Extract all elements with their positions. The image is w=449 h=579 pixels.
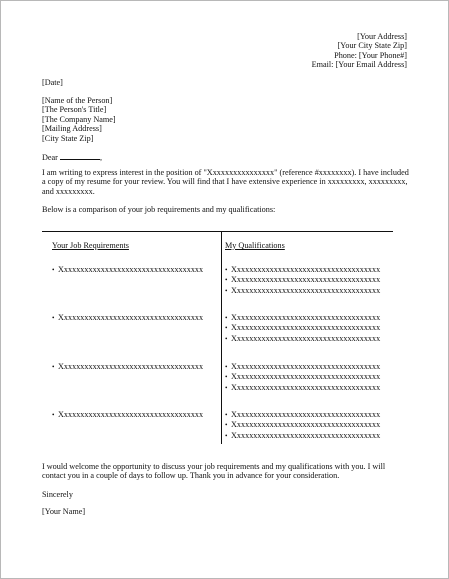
bullet-icon: • bbox=[225, 431, 228, 440]
signature-name: [Your Name] bbox=[42, 507, 86, 516]
bullet-icon: • bbox=[225, 383, 228, 392]
salutation-prefix: Dear bbox=[42, 153, 58, 162]
salutation-blank-line bbox=[60, 152, 103, 162]
comparison-table bbox=[42, 231, 393, 444]
qualification-item: • Xxxxxxxxxxxxxxxxxxxxxxxxxxxxxxxxxxxx bbox=[225, 285, 381, 295]
sender-block bbox=[312, 32, 407, 70]
requirement-item: • Xxxxxxxxxxxxxxxxxxxxxxxxxxxxxxxxxxx bbox=[52, 313, 204, 322]
requirement-item: • Xxxxxxxxxxxxxxxxxxxxxxxxxxxxxxxxxxx bbox=[52, 410, 204, 419]
table-top-rule bbox=[42, 231, 393, 232]
qualification-item: • Xxxxxxxxxxxxxxxxxxxxxxxxxxxxxxxxxxxx bbox=[225, 382, 381, 392]
intro-paragraph: I am writing to express interest in the position of "Xxxxxxxxxxxxxxxx" (reference #xxxxxxxx). I have included a copy of my resume for your review. You will find that I have extensive experience in xxxxxxxxx, xxxxxxxxx, and xxxxxxxxx. bbox=[42, 168, 409, 196]
requirement-item: • Xxxxxxxxxxxxxxxxxxxxxxxxxxxxxxxxxxx bbox=[52, 362, 204, 371]
qualification-item: • Xxxxxxxxxxxxxxxxxxxxxxxxxxxxxxxxxxxx bbox=[225, 410, 381, 419]
bullet-icon: • bbox=[225, 314, 228, 322]
recipient-name: [Name of the Person] bbox=[42, 96, 113, 105]
qualification-item: • Xxxxxxxxxxxxxxxxxxxxxxxxxxxxxxxxxxxx bbox=[225, 313, 381, 322]
bullet-icon: • bbox=[225, 334, 228, 343]
bullet-icon: • bbox=[52, 411, 55, 419]
qualifications-header: My Qualifications bbox=[225, 241, 285, 250]
bullet-icon: • bbox=[52, 314, 55, 322]
qualification-item: • Xxxxxxxxxxxxxxxxxxxxxxxxxxxxxxxxxxxx bbox=[225, 420, 381, 430]
bullet-icon: • bbox=[52, 266, 55, 274]
requirement-item: • Xxxxxxxxxxxxxxxxxxxxxxxxxxxxxxxxxxx bbox=[52, 265, 204, 274]
bullet-icon: • bbox=[52, 363, 55, 371]
bullet-icon: • bbox=[225, 324, 228, 333]
qualification-group bbox=[225, 410, 380, 441]
comparison-intro: Below is a comparison of your job requirements and my qualifications: bbox=[42, 205, 276, 214]
qualification-group bbox=[225, 265, 380, 296]
qualification-item: • Xxxxxxxxxxxxxxxxxxxxxxxxxxxxxxxxxxxx bbox=[225, 372, 381, 382]
bullet-icon: • bbox=[225, 266, 228, 274]
salutation bbox=[42, 152, 102, 162]
table-divider bbox=[221, 231, 222, 444]
sender-city-state-zip: [Your City State Zip] bbox=[337, 41, 407, 51]
bullet-icon: • bbox=[225, 373, 228, 382]
sender-phone: Phone: [Your Phone#] bbox=[334, 50, 407, 60]
bullet-icon: • bbox=[225, 411, 228, 419]
sender-address: [Your Address] bbox=[357, 32, 407, 41]
recipient-city-state-zip: [City State Zip] bbox=[42, 133, 94, 143]
bullet-icon: • bbox=[225, 276, 228, 285]
qualification-item: • Xxxxxxxxxxxxxxxxxxxxxxxxxxxxxxxxxxxx bbox=[225, 323, 381, 333]
qualification-group bbox=[225, 313, 380, 344]
salutation-suffix: , bbox=[99, 153, 103, 162]
qualification-item: • Xxxxxxxxxxxxxxxxxxxxxxxxxxxxxxxxxxxx bbox=[225, 362, 381, 371]
qualification-item: • Xxxxxxxxxxxxxxxxxxxxxxxxxxxxxxxxxxxx bbox=[225, 265, 381, 274]
bullet-icon: • bbox=[225, 286, 228, 295]
qualification-item: • Xxxxxxxxxxxxxxxxxxxxxxxxxxxxxxxxxxxx bbox=[225, 275, 381, 285]
recipient-address: [Mailing Address] bbox=[42, 124, 102, 134]
bullet-icon: • bbox=[225, 363, 228, 371]
qualification-item: • Xxxxxxxxxxxxxxxxxxxxxxxxxxxxxxxxxxxx bbox=[225, 430, 381, 440]
recipient-title: [The Person's Title] bbox=[42, 105, 107, 115]
qualification-group bbox=[225, 362, 380, 393]
requirements-header: Your Job Requirements bbox=[52, 241, 129, 250]
sender-email: Email: [Your Email Address] bbox=[311, 60, 407, 70]
sign-off: Sincerely bbox=[42, 490, 73, 499]
recipient-company: [The Company Name] bbox=[42, 114, 116, 124]
letter-date: [Date] bbox=[42, 78, 63, 87]
qualification-item: • Xxxxxxxxxxxxxxxxxxxxxxxxxxxxxxxxxxxx bbox=[225, 333, 381, 343]
recipient-block bbox=[42, 96, 116, 143]
bullet-icon: • bbox=[225, 421, 228, 430]
closing-paragraph: I would welcome the opportunity to discuss your job requirements and my qualifications with you. I will contact you in a couple of days to follow up. Thank you in advance for your consideration. bbox=[42, 462, 386, 481]
